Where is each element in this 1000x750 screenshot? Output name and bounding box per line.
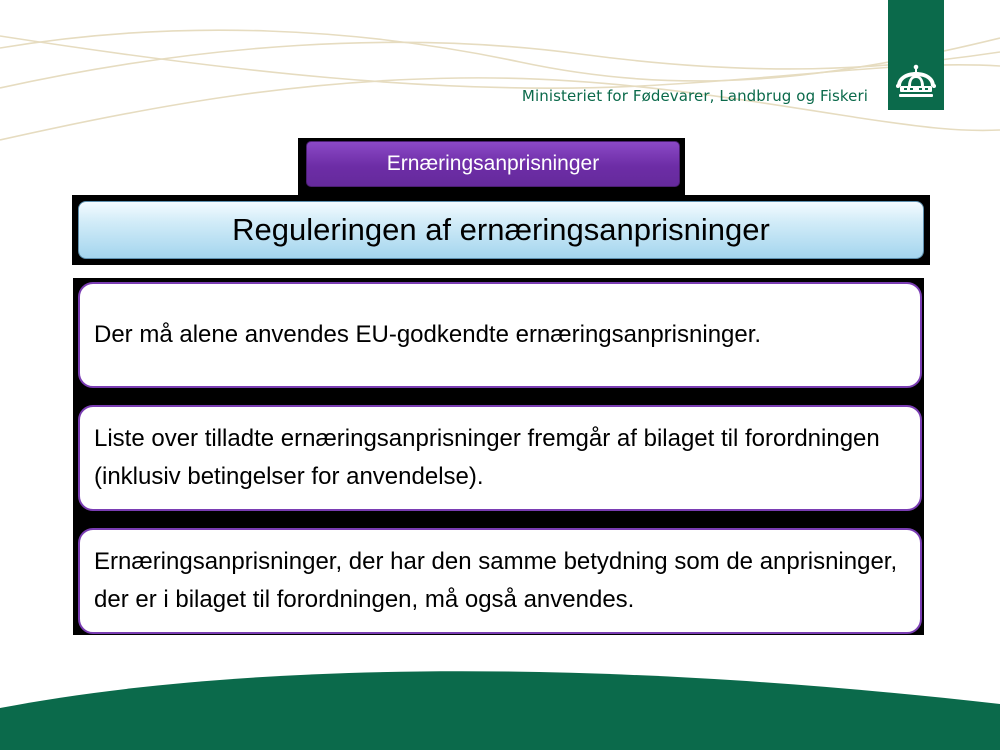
point-text: Der må alene anvendes EU-godkendte ernæringsanprisninger. [94, 321, 762, 348]
slide-title: Reguleringen af ernæringsanprisninger [78, 201, 924, 259]
point-text: Ernæringsanprisninger, der har den samme betydning som de anprisninger, der er i bilaget til forordningen, må også anvendes. [94, 548, 898, 613]
point-card [78, 528, 922, 634]
ministry-name: Ministeriet for Fødevarer, Landbrug og Fiskeri [521, 87, 868, 105]
background-waves [0, 0, 1000, 160]
category-label: Ernæringsanprisninger [306, 141, 680, 187]
point-text: Liste over tilladte ernæringsanprisninger fremgår af bilaget til forordningen (inklusiv betingelser for anvendelse). [94, 425, 880, 490]
point-card [78, 405, 922, 511]
point-card [78, 282, 922, 388]
crown-icon [888, 62, 944, 106]
ministry-logo [888, 0, 944, 110]
footer-band [0, 660, 1000, 750]
